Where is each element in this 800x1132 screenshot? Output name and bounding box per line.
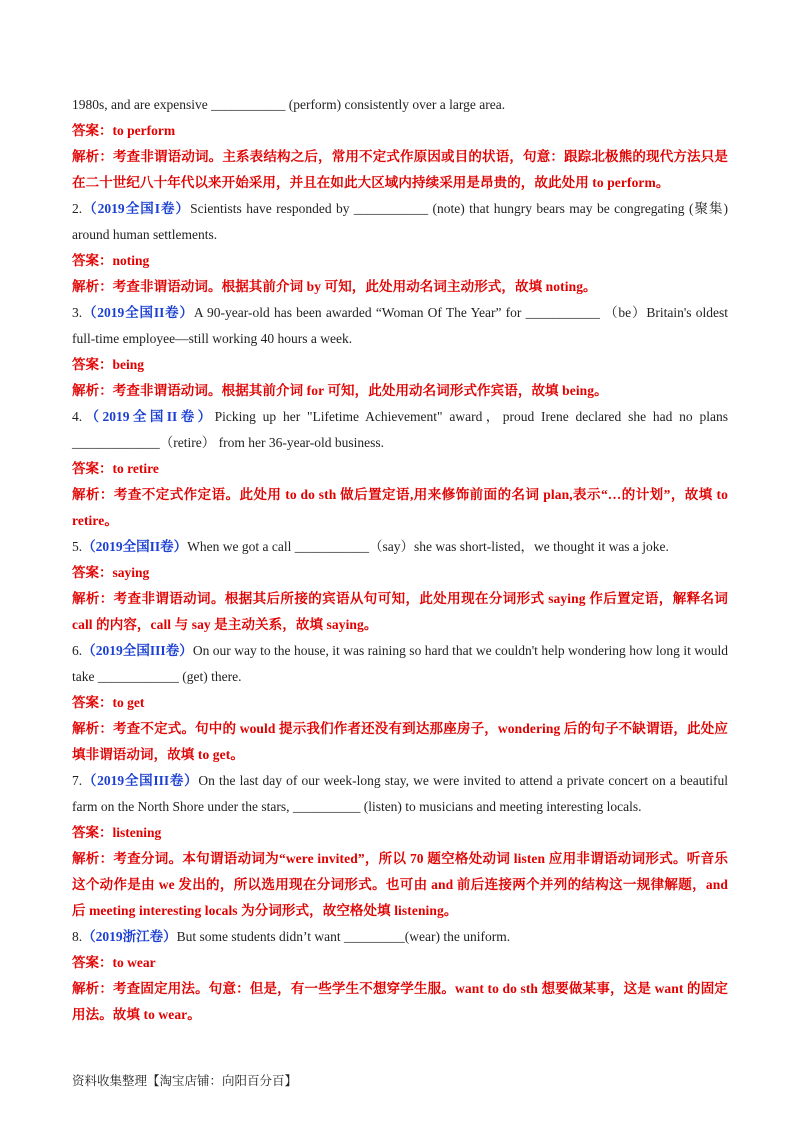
explanation-4: 解析：考查不定式作定语。此处用 to do sth 做后置定语,用来修饰前面的名词 plan,表示“…的计划”，故填 to retire。 [72,487,728,528]
answer-8: 答案：to wear [72,955,156,970]
explanation-8: 解析：考查固定用法。句意：但是，有一些学生不想穿学生服。want to do sth 想要做某事，这是 want 的固定用法。故填 to wear。 [72,981,728,1022]
question-number: 4. [72,409,83,424]
explanation-3: 解析：考查非谓语动词。根据其前介词 for 可知，此处用动名词形式作宾语，故填 being。 [72,383,608,398]
question-text: But some students didn’t want _________(wear) the uniform. [176,929,511,944]
answer-4: 答案：to retire [72,461,159,476]
question-3 [72,300,728,352]
question-source: （2019全国II卷） [82,409,215,424]
question-number: 6. [72,643,83,658]
question-source: （2019全国I卷） [82,201,191,216]
question-text: A 90-year-old has been awarded “Woman Of The Year” for ___________ （be）Britain's oldest full-time employee—still working 40 hours a week. [72,305,728,346]
question-number: 5. [72,539,83,554]
question-7 [72,768,728,820]
document-body [72,92,728,1028]
question-text: Picking up her "Lifetime Achievement" award，proud Irene declared she had no plans _____________（retire） from her 36-year-old business. [72,409,728,450]
question-text: When we got a call ___________（say）she was short-listed，we thought it was a joke. [187,539,669,554]
explanation-6: 解析：考查不定式。句中的 would 提示我们作者还没有到达那座房子，wondering 后的句子不缺谓语，此处应填非谓语动词，故填 to get。 [72,721,728,762]
question-number: 8. [72,929,83,944]
explanation-2: 解析：考查非谓语动词。根据其前介词 by 可知，此处用动名词主动形式，故填 noting。 [72,279,597,294]
question-5 [72,534,728,560]
question-number: 7. [72,773,83,788]
question-text: On the last day of our week-long stay, we were invited to attend a private concert on a beautiful farm on the North Shore under the stars, __________ (listen) to musicians and meeting interesting locals. [72,773,728,814]
question-6 [72,638,728,690]
question-source: （2019全国III卷） [82,643,193,658]
question-text: Scientists have responded by ___________ (note) that hungry bears may be congregating (聚集) around human settlements. [72,201,729,242]
explanation-5: 解析：考查非谓语动词。根据其后所接的宾语从句可知，此处用现在分词形式 saying 作后置定语，解释名词 call 的内容，call 与 say 是主动关系，故填 saying。 [72,591,728,632]
question-number: 3. [72,305,83,320]
answer-6: 答案：to get [72,695,145,710]
question-number: 2. [72,201,83,216]
question-source: （2019全国III卷） [82,773,199,788]
explanation-1: 解析：考查非谓语动词。主系表结构之后，常用不定式作原因或目的状语，句意：跟踪北极熊的现代方法只是在二十世纪八十年代以来开始采用，并且在如此大区域内持续采用是昂贵的，故此处用 to perform。 [72,149,728,190]
answer-5: 答案：saying [72,565,150,580]
answer-3: 答案：being [72,357,145,372]
question-2 [72,196,728,248]
question-4 [72,404,728,456]
answer-2: 答案：noting [72,253,150,268]
question-1-tail: 1980s, and are expensive ___________ (perform) consistently over a large area. [72,97,506,112]
question-source: （2019全国II卷） [82,305,194,320]
question-text: On our way to the house, it was raining so hard that we couldn't help wondering how long it would take ____________ (get) there. [72,643,729,684]
question-8 [72,924,728,950]
explanation-7: 解析：考查分词。本句谓语动词为“were invited”，所以 70 题空格处动词 listen 应用非谓语动词形式。听音乐这个动作是由 we 发出的，所以选用现在分词形式。也可由 and 前后连接两个并列的结构这一规律解题，and 后 meeting interesting locals 为分词形式，故空格处填 listening。 [72,851,728,918]
answer-1: 答案：to perform [72,123,176,138]
page-footer: 资料收集整理【淘宝店铺：向阳百分百】 [72,1073,298,1088]
question-source: （2019全国II卷） [82,539,188,554]
answer-7: 答案：listening [72,825,162,840]
question-source: （2019浙江卷） [82,929,177,944]
